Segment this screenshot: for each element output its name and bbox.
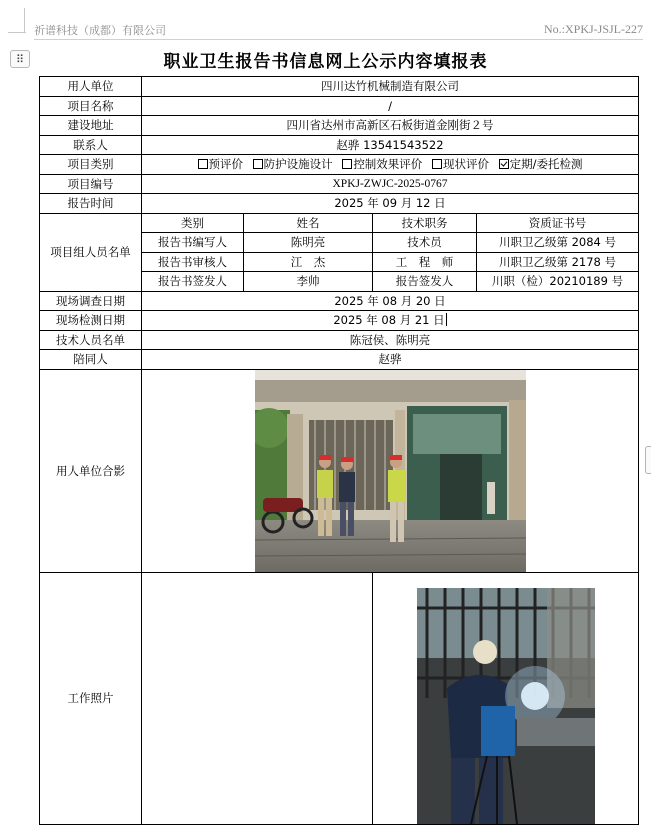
category-option-pre-evaluation[interactable]	[198, 156, 244, 172]
project-name-value[interactable]: /	[142, 96, 639, 116]
project-no-value[interactable]: XPKJ-ZWJC-2025-0767	[142, 174, 639, 194]
category-option-label: 防护设施设计	[263, 157, 333, 172]
test-date-label: 现场检测日期	[40, 311, 142, 331]
group-photo-cell[interactable]	[142, 369, 639, 572]
report-date-label: 报告时间	[40, 194, 142, 214]
header-company: 祈谱科技（成都）有限公司	[34, 24, 166, 37]
team-title[interactable]: 报告签发人	[373, 272, 477, 292]
tech-staff-label: 技术人员名单	[40, 330, 142, 350]
address-value[interactable]: 四川省达州市高新区石板街道金刚街２号	[142, 116, 639, 136]
page-side-marker	[645, 446, 651, 474]
category-option-periodic-testing[interactable]	[499, 156, 583, 172]
team-header-name: 姓名	[244, 213, 373, 233]
checkbox-checked-icon[interactable]	[499, 159, 509, 169]
team-name[interactable]: 陈明亮	[244, 233, 373, 253]
team-cert[interactable]: 川职（检）20210189 号	[477, 272, 639, 292]
row-group-photo	[40, 369, 639, 572]
table-move-handle-icon[interactable]: ⠿	[10, 50, 30, 68]
row-contact	[40, 135, 639, 155]
escort-label: 陪同人	[40, 350, 142, 370]
test-date-cell[interactable]	[142, 311, 639, 331]
row-tech-staff	[40, 330, 639, 350]
category-options	[142, 155, 639, 175]
row-survey-date	[40, 291, 639, 311]
project-no-label: 项目编号	[40, 174, 142, 194]
team-name[interactable]: 李帅	[244, 272, 373, 292]
team-role: 报告书签发人	[142, 272, 244, 292]
contact-value[interactable]: 赵骅 13541543522	[142, 135, 639, 155]
tech-staff-value[interactable]: 陈冠侯、陈明亮	[142, 330, 639, 350]
group-photo-image[interactable]	[255, 370, 526, 572]
contact-label: 联系人	[40, 135, 142, 155]
category-option-control-effect[interactable]	[342, 156, 422, 172]
category-option-label: 控制效果评价	[353, 157, 423, 172]
row-employer	[40, 77, 639, 97]
document-title: 职业卫生报告书信息网上公示内容填报表	[163, 52, 488, 72]
row-category	[40, 155, 639, 175]
survey-date-value[interactable]: 2025 年 08 月 20 日	[142, 291, 639, 311]
team-role: 报告书审核人	[142, 252, 244, 272]
header-doc-number: No.:XPKJ-JSJL-227	[543, 22, 643, 36]
employer-value[interactable]: 四川达竹机械制造有限公司	[142, 77, 639, 97]
work-photo-image[interactable]	[417, 588, 595, 824]
team-name[interactable]: 江 杰	[244, 252, 373, 272]
work-photo-label: 工作照片	[40, 572, 142, 824]
group-photo-label: 用人单位合影	[40, 369, 142, 572]
row-report-date	[40, 194, 639, 214]
project-name-label: 项目名称	[40, 96, 142, 116]
team-label: 项目组人员名单	[40, 213, 142, 291]
category-option-label: 预评价	[208, 157, 243, 172]
checkbox-icon[interactable]	[253, 159, 263, 169]
category-label: 项目类别	[40, 155, 142, 175]
team-header-row	[40, 213, 639, 233]
category-option-status-evaluation[interactable]	[432, 156, 489, 172]
escort-value[interactable]: 赵骅	[142, 350, 639, 370]
row-work-photo	[40, 572, 639, 824]
team-cert[interactable]: 川职卫乙级第 2178 号	[477, 252, 639, 272]
row-project-name	[40, 96, 639, 116]
team-title[interactable]: 工 程 师	[373, 252, 477, 272]
row-escort	[40, 350, 639, 370]
info-form-table	[39, 76, 639, 825]
team-role: 报告书编写人	[142, 233, 244, 253]
address-label: 建设地址	[40, 116, 142, 136]
category-option-label: 现状评价	[442, 157, 489, 172]
team-header-cert: 资质证书号	[477, 213, 639, 233]
checkbox-icon[interactable]	[198, 159, 208, 169]
team-header-role: 类别	[142, 213, 244, 233]
header-rule	[34, 39, 643, 40]
crop-mark-vertical	[24, 8, 25, 32]
row-test-date	[40, 311, 639, 331]
work-photo-right-cell[interactable]	[373, 572, 639, 824]
test-date-value[interactable]: 2025 年 08 月 21 日	[333, 313, 445, 328]
category-option-protection-design[interactable]	[253, 156, 333, 172]
category-option-label: 定期/委托检测	[509, 157, 583, 172]
team-title[interactable]: 技术员	[373, 233, 477, 253]
employer-label: 用人单位	[40, 77, 142, 97]
report-date-value[interactable]: 2025 年 09 月 12 日	[142, 194, 639, 214]
work-photo-left-cell[interactable]	[142, 572, 373, 824]
team-cert[interactable]: 川职卫乙级第 2084 号	[477, 233, 639, 253]
row-address	[40, 116, 639, 136]
survey-date-label: 现场调查日期	[40, 291, 142, 311]
row-project-no	[40, 174, 639, 194]
crop-mark-horizontal	[8, 32, 26, 33]
text-cursor	[446, 313, 447, 326]
team-header-title: 技术职务	[373, 213, 477, 233]
checkbox-icon[interactable]	[432, 159, 442, 169]
checkbox-icon[interactable]	[342, 159, 352, 169]
